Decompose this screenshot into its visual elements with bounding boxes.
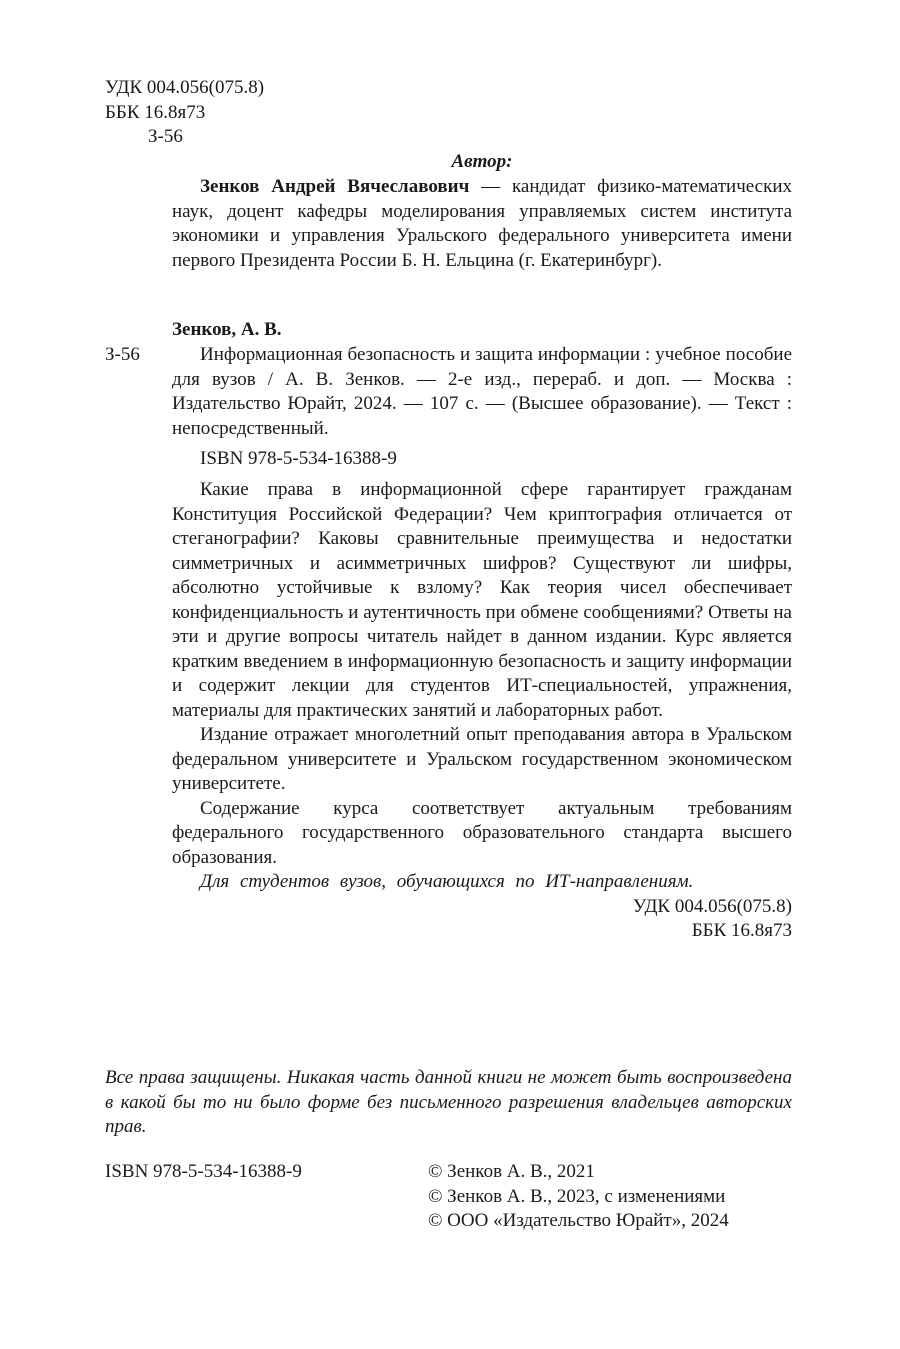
header-codes	[105, 76, 264, 150]
copyright-line: © ООО «Издательство Юрайт», 2024	[428, 1210, 729, 1231]
copyright-line: © Зенков А. В., 2023, с изменениями	[428, 1185, 726, 1207]
author-description	[172, 175, 792, 273]
udk-code: УДК 004.056(075.8)	[105, 77, 265, 98]
bib-isbn: ISBN 978-5-534-16388-9	[200, 448, 397, 469]
rights-notice: Все права защищены. Никакая часть данной книги не может быть воспроизведена в какой бы то ни было форме без письменного разрешения владельцев авторских прав.	[105, 1067, 792, 1137]
author-heading: Автор:	[451, 151, 513, 172]
annotation-bbk: ББК 16.8я73	[691, 920, 792, 941]
footer-isbn: ISBN 978-5-534-16388-9	[105, 1161, 302, 1182]
annotation-paragraph: Издание отражает многолетний опыт преподавания автора в Уральском федеральном университете и Уральском государственном экономическом университете.	[172, 724, 792, 794]
annotation	[172, 478, 792, 944]
annotation-paragraph: Содержание курса соответствует актуальным требованиям федерального государственного образовательного стандарта высшего образования.	[172, 797, 792, 868]
annotation-udk: УДК 004.056(075.8)	[632, 895, 792, 917]
author-bio: — кандидат физико-математических наук, доцент кафедры моделирования управляемых систем института экономики и управления Уральского федерального университета имени первого Президента России Б. Н. Ельцина (г. Екатеринбург).	[172, 176, 792, 271]
copyright-list	[428, 1160, 729, 1234]
author-name: Зенков Андрей Вячеславович	[200, 176, 470, 197]
bib-author: Зенков, А. В.	[172, 319, 282, 340]
copyright-line: © Зенков А. В., 2021	[428, 1161, 595, 1182]
annotation-paragraph: Какие права в информационной сфере гарантирует гражданам Конституция Российской Федерации? Чем криптография отличается от стеганографии? Каковы сравнительные преимущества и недостатки симметричных и асимметричных шифров? Существуют ли шифры, абсолютно устойчивые к взлому? Как теория чисел обеспечивает конфиденциальность и аутентичность при обмене сообщениями? Ответы на эти и другие вопросы читатель найдет в данном издании. Курс является кратким введением в информационную безопасность и защиту информации и содержит лекции для студентов ИТ-специальностей, упражнения, материалы для практических занятий и лабораторных работ.	[172, 479, 792, 721]
bib-description: Информационная безопасность и защита информации : учебное пособие для вузов / А. В. Зенков. — 2-е изд., перераб. и доп. — Москва : Издательство Юрайт, 2024. — 107 с. — (Высшее образование). — Текст : непосредственный.	[172, 344, 792, 439]
bbk-code: ББК 16.8я73	[105, 101, 206, 123]
audience-note: Для студентов вузов, обучающихся по ИТ-направлениям.	[200, 871, 694, 892]
bib-mark: З-56	[105, 344, 140, 365]
author-mark: З-56	[148, 126, 183, 147]
